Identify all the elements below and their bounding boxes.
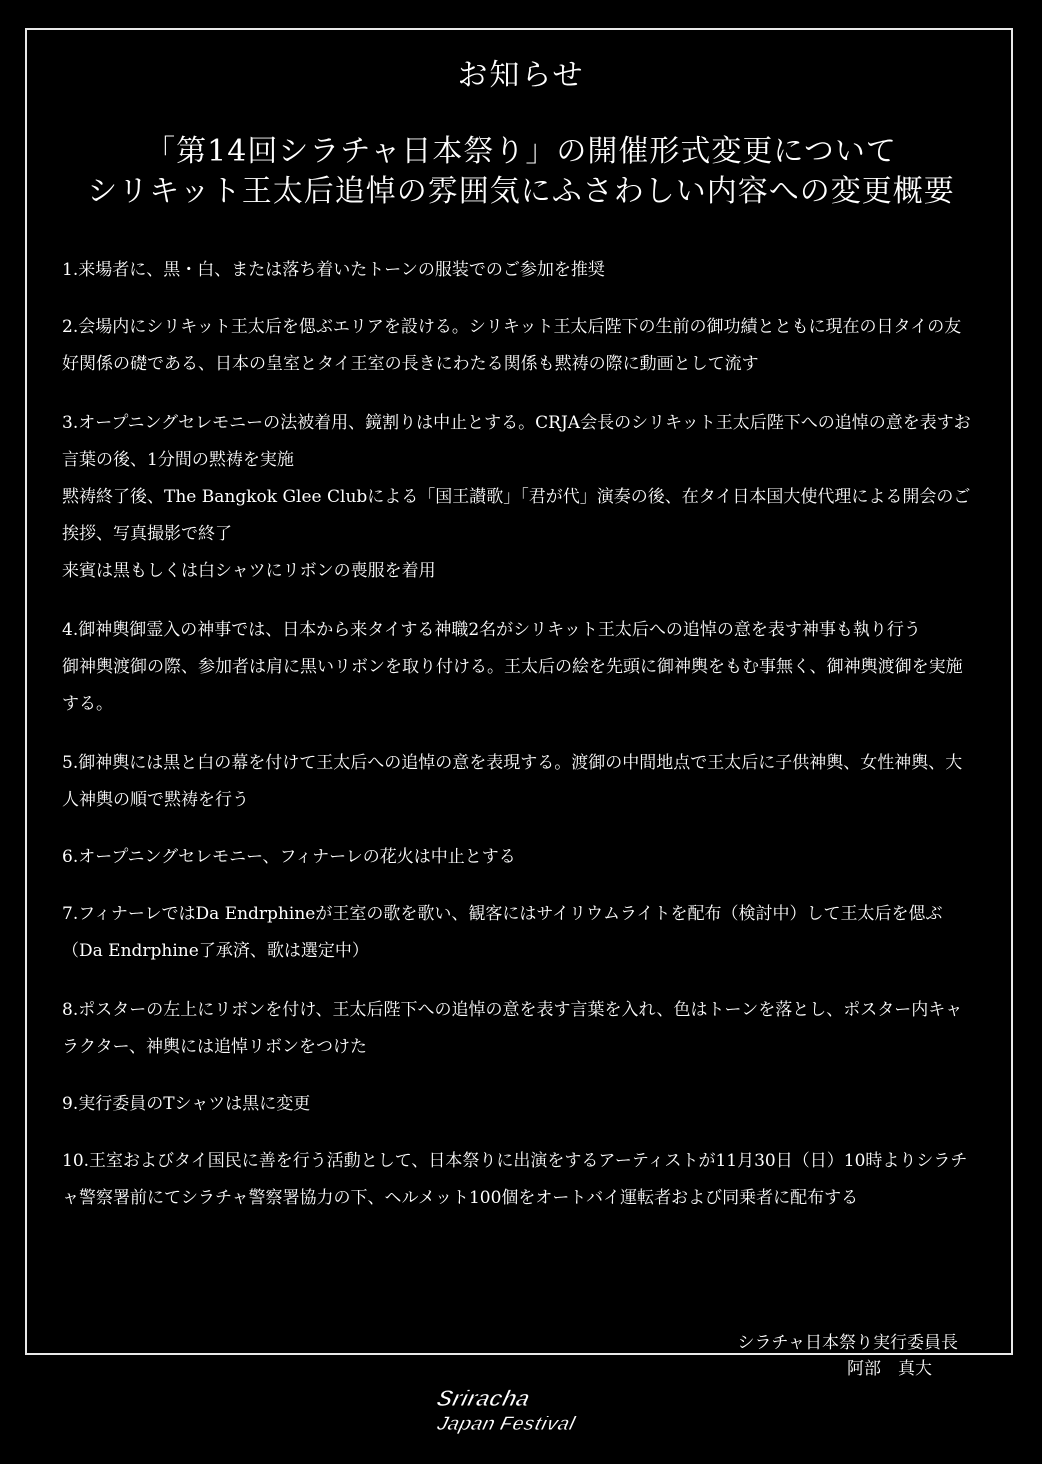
list-item: [62, 745, 974, 819]
change-list: [62, 252, 974, 1217]
list-item: [62, 612, 974, 723]
item-paragraph: 1.来場者に、黒・白、または落ち着いたトーンの服装でのご参加を推奨: [62, 260, 605, 280]
signature-title: シラチャ日本祭り実行委員長: [737, 1333, 958, 1353]
festival-logo: [422, 1372, 622, 1442]
logo-line-1: Sriracha: [434, 1385, 533, 1411]
item-paragraph: 黙祷終了後、The Bangkok Glee Clubによる「国王讃歌」「君が代」演奏の後、在タイ日本国大使代理による開会のご挨拶、写真撮影で終了: [62, 487, 971, 544]
logo-line-2: Japan Festival: [434, 1413, 578, 1435]
item-paragraph: 3.オープニングセレモニーの法被着用、鏡割りは中止とする。CRJA会長のシリキット王太后陛下への追悼の意を表すお言葉の後、1分間の黙祷を実施: [62, 413, 971, 470]
item-paragraph: 来賓は黒もしくは白シャツにリボンの喪服を着用: [62, 561, 436, 581]
item-paragraph: 7.フィナーレではDa Endrphineが王室の歌を歌い、観客にはサイリウムライトを配布（検討中）して王太后を偲ぶ（Da Endrphine了承済、歌は選定中）: [62, 904, 943, 961]
signature: [738, 1330, 959, 1382]
headline-line-1: 「第14回シラチャ日本祭り」の開催形式変更について: [145, 134, 897, 169]
notice-title: お知らせ: [457, 58, 585, 93]
item-paragraph: 御神輿渡御の際、参加者は肩に黒いリボンを取り付ける。王太后の絵を先頭に御神輿をもむ事無く、御神輿渡御を実施する。: [62, 657, 963, 714]
item-paragraph: 8.ポスターの左上にリボンを付け、王太后陛下への追悼の意を表す言葉を入れ、色はトーンを落とし、ポスター内キャラクター、神輿には追悼リボンをつけた: [62, 1000, 963, 1057]
headline-line-2: シリキット王太后追悼の雰囲気にふさわしい内容への変更概要: [87, 174, 955, 209]
list-item: [62, 992, 974, 1066]
item-paragraph: 4.御神輿御霊入の神事では、日本から来タイする神職2名がシリキット王太后への追悼の意を表す神事も執り行う: [62, 620, 921, 640]
item-paragraph: 2.会場内にシリキット王太后を偲ぶエリアを設ける。シリキット王太后陛下の生前の御功績とともに現在の日タイの友好関係の礎である、日本の皇室とタイ王室の長きにわたる関係も黙祷の際に動画として流す: [62, 317, 962, 374]
list-item: [62, 839, 974, 876]
list-item: [62, 405, 974, 590]
item-paragraph: 9.実行委員のTシャツは黒に変更: [62, 1094, 311, 1114]
list-item: [62, 252, 974, 289]
list-item: [62, 309, 974, 383]
list-item: [62, 896, 974, 970]
item-paragraph: 10.王室およびタイ国民に善を行う活動として、日本祭りに出演をするアーティストが11月30日（日）10時よりシラチャ警察署前にてシラチャ警察署協力の下、ヘルメット100個をオートバイ運転者および同乗者に配布する: [62, 1151, 968, 1208]
item-paragraph: 6.オープニングセレモニー、フィナーレの花火は中止とする: [62, 847, 516, 867]
headline: [0, 132, 1042, 212]
list-item: [62, 1143, 974, 1217]
list-item: [62, 1086, 974, 1123]
signature-name: 阿部 真大: [847, 1359, 932, 1379]
item-paragraph: 5.御神輿には黒と白の幕を付けて王太后への追悼の意を表現する。渡御の中間地点で王太后に子供神輿、女性神輿、大人神輿の順で黙祷を行う: [62, 753, 963, 810]
